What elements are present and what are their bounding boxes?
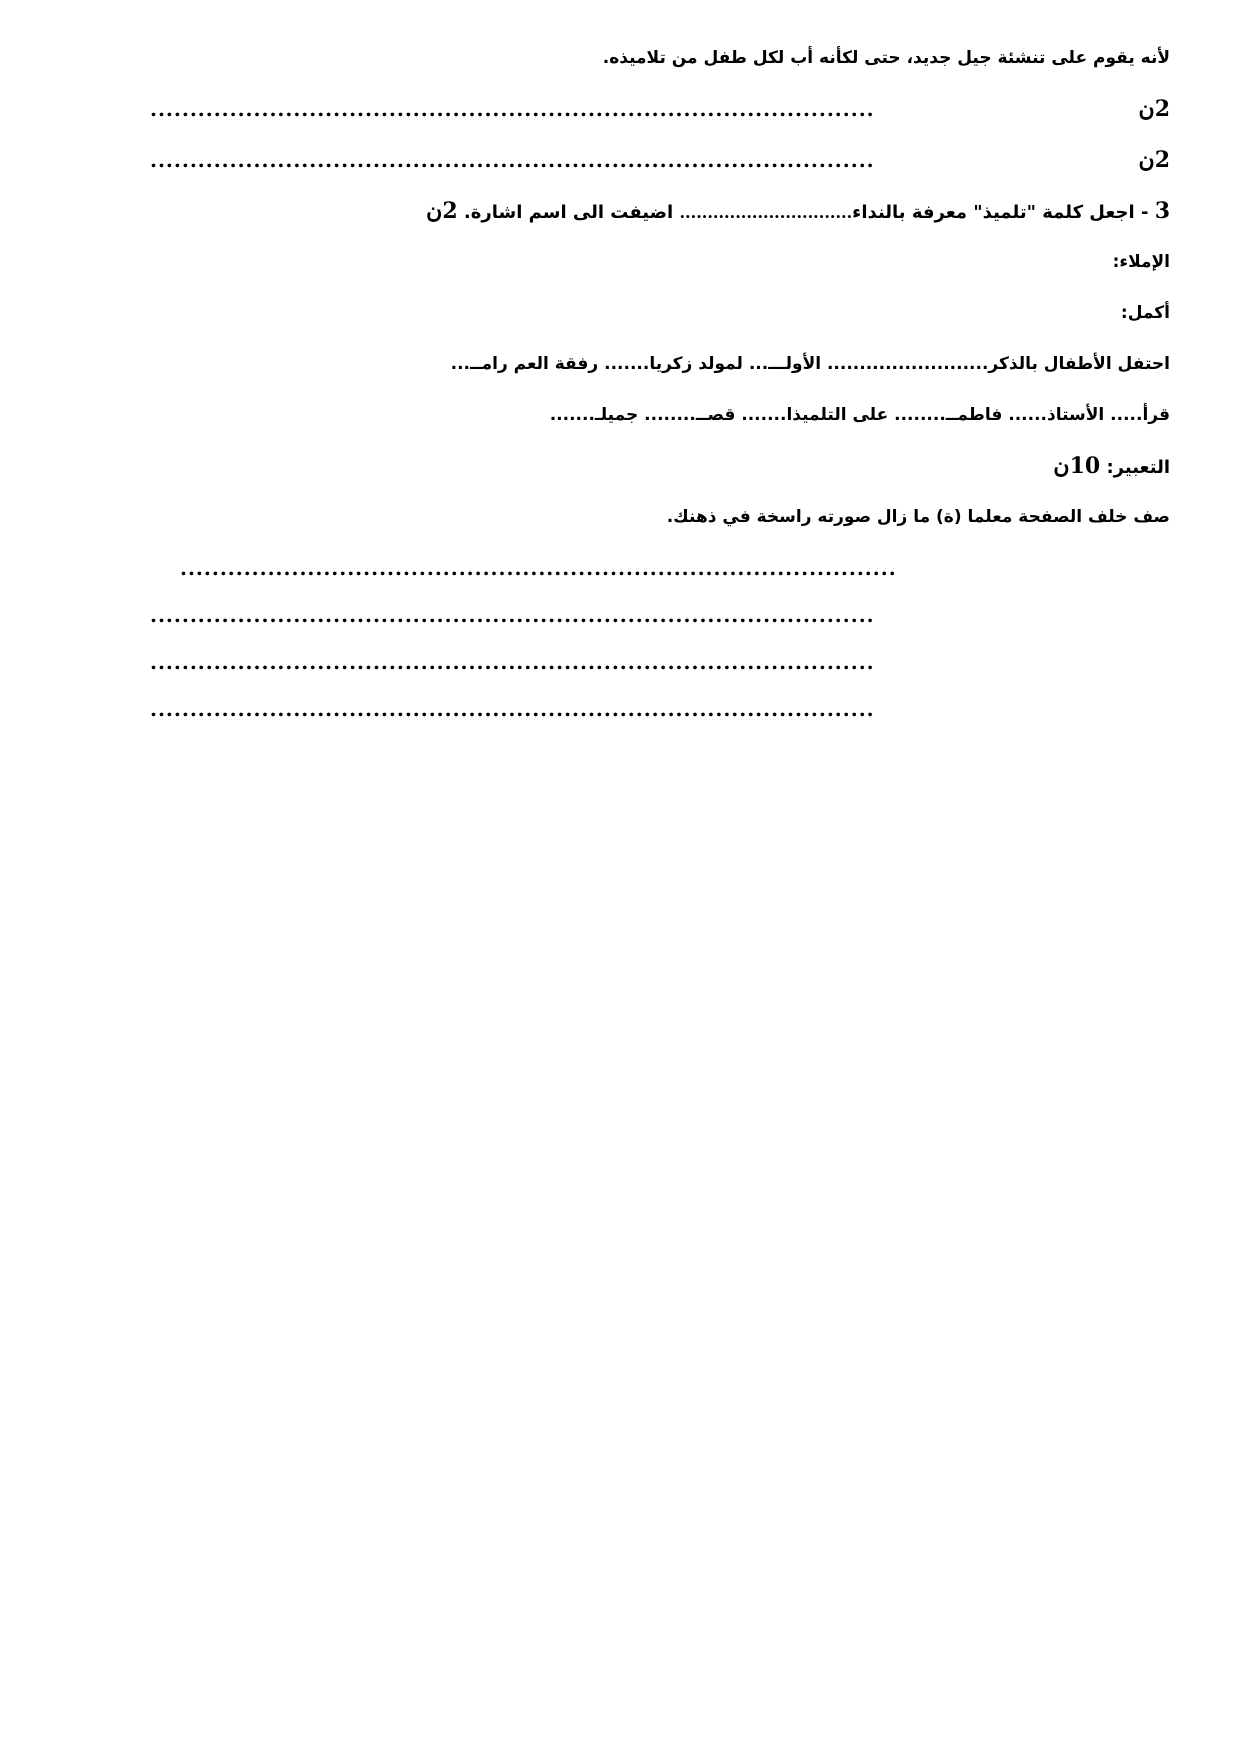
answer-dots: ........................................................................................... — [150, 97, 875, 121]
question-3 — [150, 197, 1170, 248]
expression-heading: التعبير: — [1106, 457, 1170, 478]
question-3-text-a: - اجعل كلمة "تلميذ" معرفة بالنداء — [852, 202, 1155, 223]
expression-heading-row — [150, 452, 1170, 503]
answer-line-1[interactable] — [150, 95, 1170, 146]
question-3-text-b: اضيفت الى اسم اشارة. — [457, 202, 680, 223]
answer-line-2[interactable] — [150, 146, 1170, 197]
answer-dots: ........................................................................................... — [150, 148, 875, 172]
intro-line: لأنه يقوم على تنشئة جيل جديد، حتى لكأنه أب لكل طفل من تلاميذه. — [602, 48, 1170, 68]
expression-line-3[interactable] — [150, 648, 1170, 695]
answer-dots: .......................................................................................... — [180, 556, 897, 580]
expression-prompt: صف خلف الصفحة معلما (ة) ما زال صورته راسخة في ذهنك. — [666, 507, 1170, 527]
answer-dots: ........................................................................................... — [150, 603, 875, 627]
complete-label: أكمل: — [1120, 303, 1170, 323]
expression-line-2[interactable] — [150, 601, 1170, 648]
dictation-line-1[interactable]: احتفل الأطفال بالذكر......................... الأولـــ... لمولد زكريا....... رفقة العم رامــ... — [450, 354, 1170, 374]
score-mark: 2ن — [1138, 96, 1170, 122]
score-mark: 2ن — [426, 198, 458, 224]
expression-line-4[interactable] — [150, 695, 1170, 742]
dictation-line-2[interactable]: قرأ..... الأستاذ...... فاطمــ........ على التلميذا....... قصــ........ جميلـ....... — [549, 405, 1170, 425]
answer-dots: ........................................................................................... — [150, 697, 875, 721]
dictation-heading: الإملاء: — [1112, 252, 1170, 272]
answer-dots: ........................................................................................... — [150, 650, 875, 674]
question-3-dots[interactable]: ............................... — [679, 203, 853, 222]
question-number: 3 — [1154, 198, 1170, 224]
worksheet-page — [150, 44, 1170, 742]
score-mark: 10ن — [1053, 453, 1101, 479]
expression-line-1[interactable] — [150, 554, 1170, 601]
score-mark: 2ن — [1138, 147, 1170, 173]
